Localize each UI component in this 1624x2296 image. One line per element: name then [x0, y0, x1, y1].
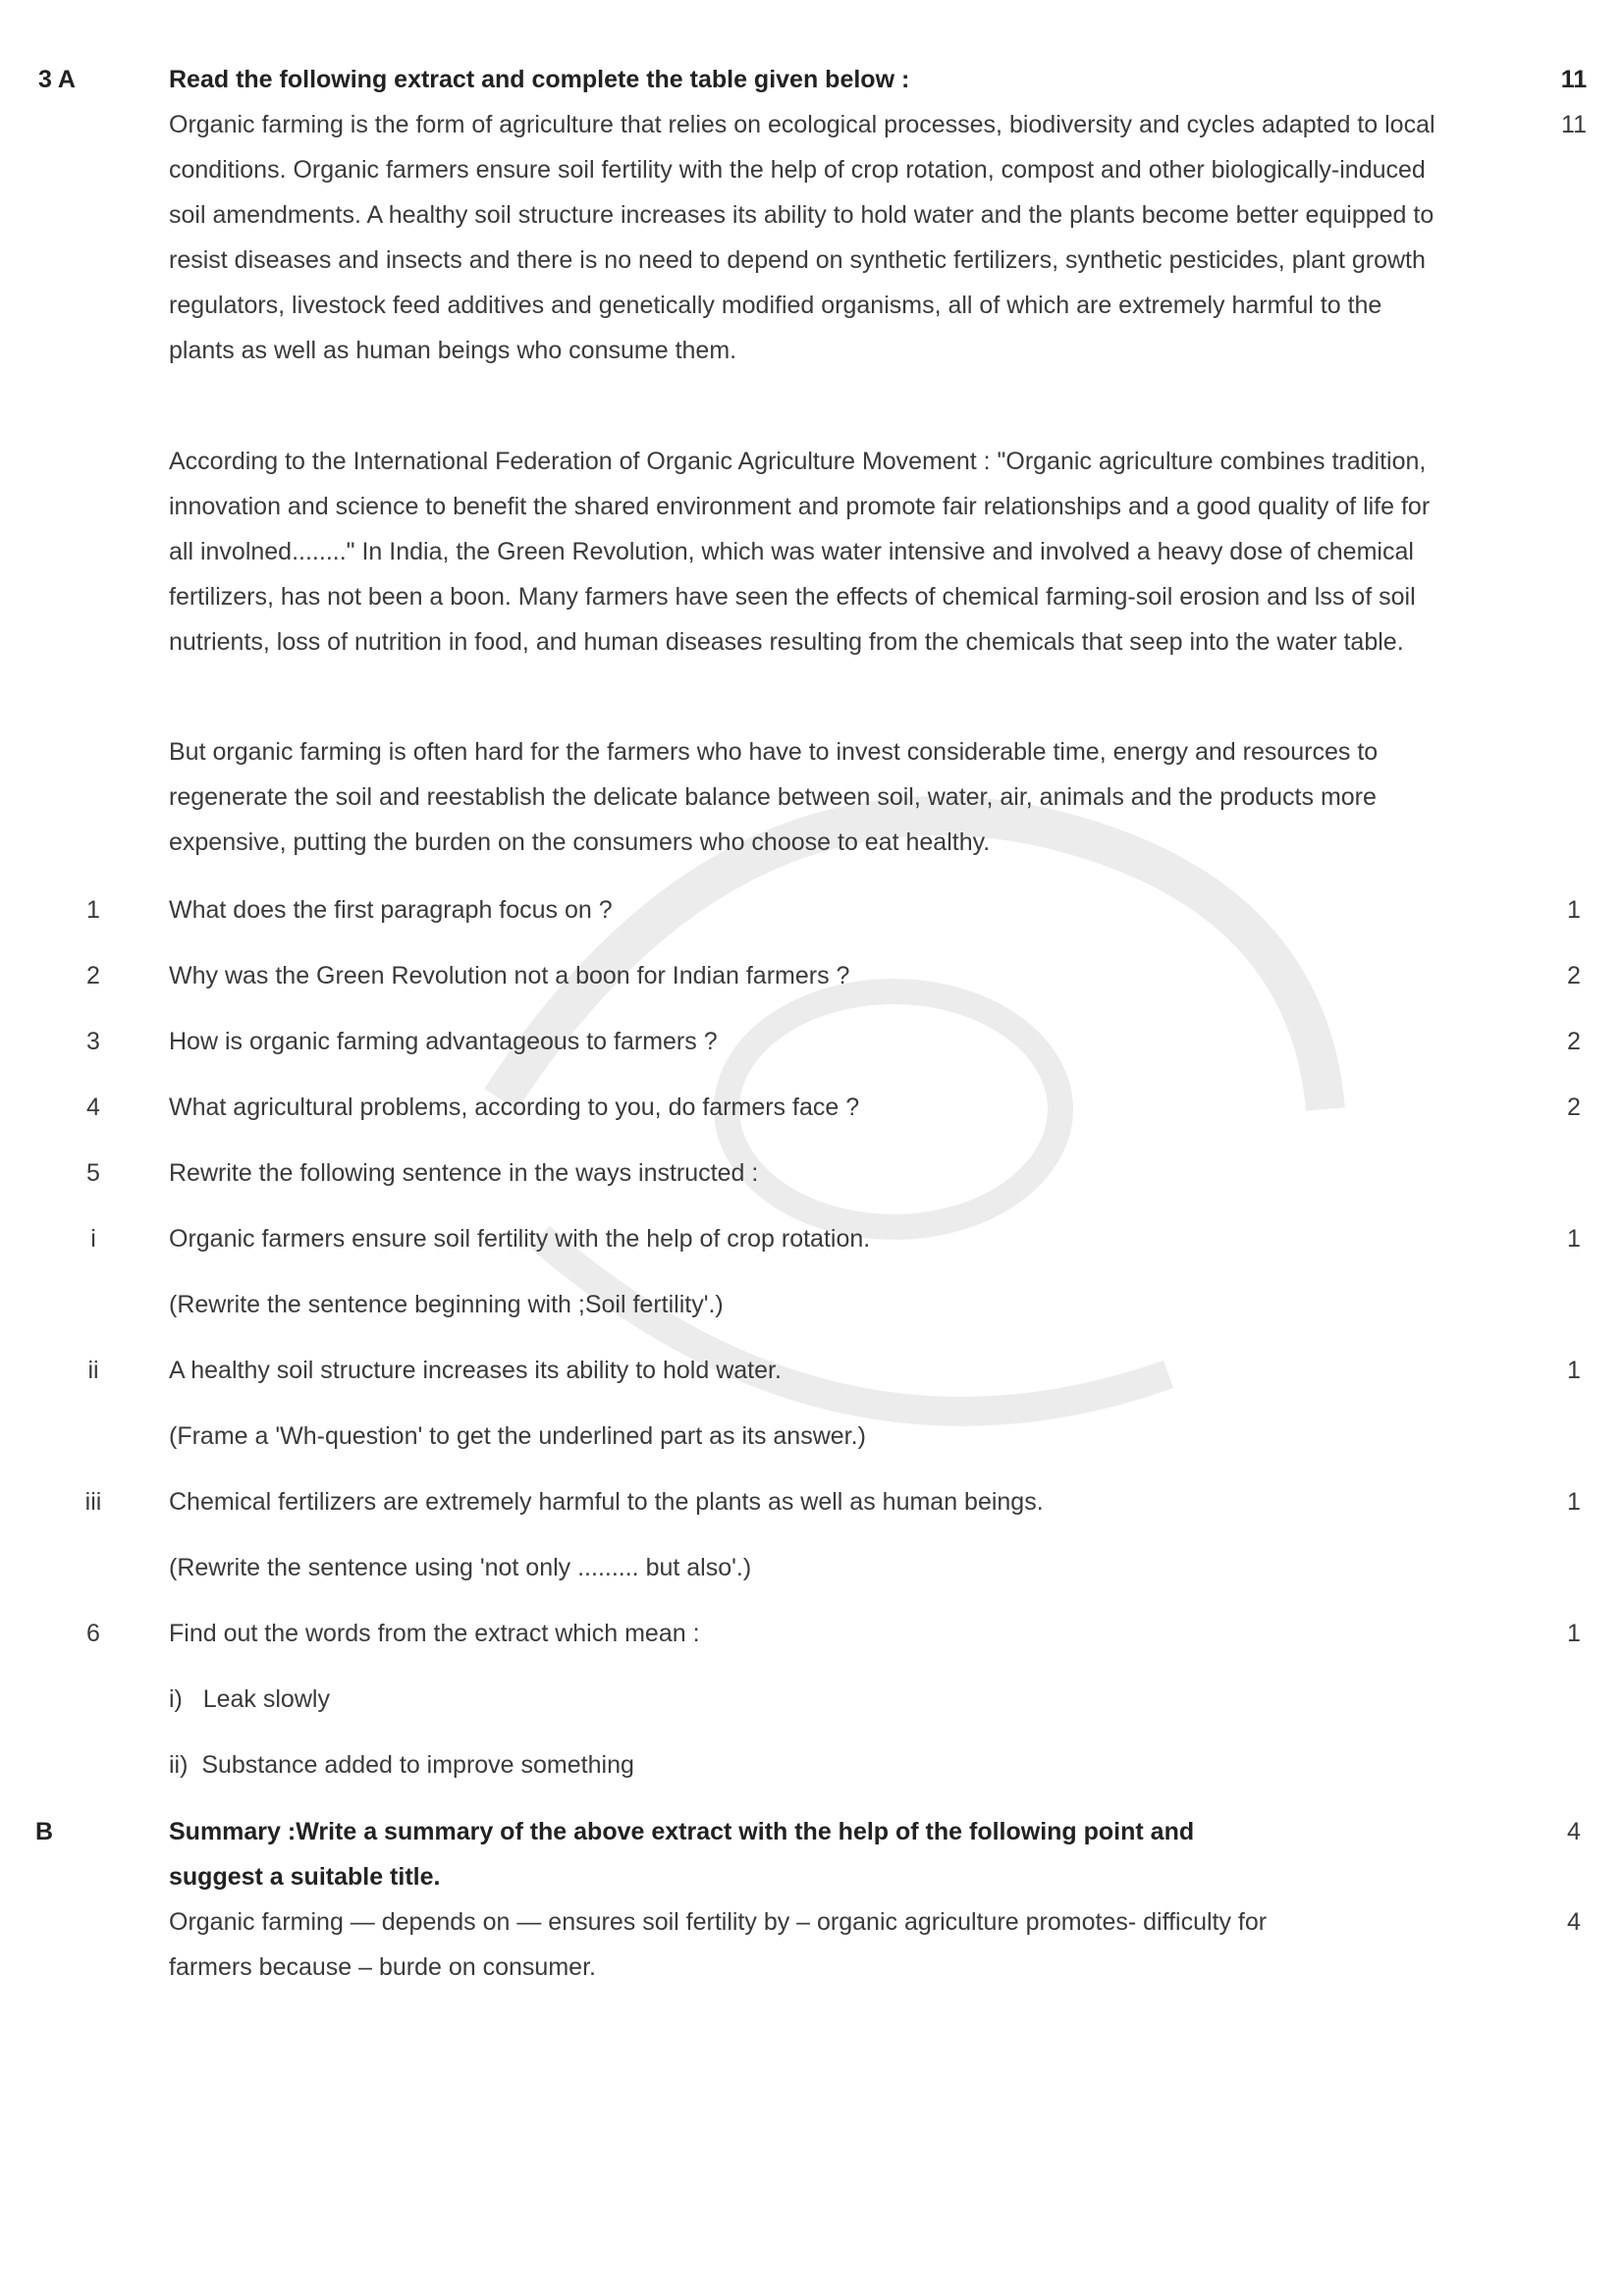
- subquestion-number: 3: [86, 1028, 100, 1055]
- subquestion-marks: 1: [1567, 1357, 1581, 1384]
- passage-paragraph-1: [169, 102, 1445, 373]
- subquestion-marks: 1: [1567, 1488, 1581, 1516]
- subquestion-text: Chemical fertilizers are extremely harmful to the plants as well as human beings.: [169, 1488, 1044, 1516]
- subquestion-text: (Rewrite the sentence beginning with ;Soil fertility'.): [169, 1291, 724, 1318]
- subquestion-text: Why was the Green Revolution not a boon for Indian farmers ?: [169, 962, 850, 989]
- subquestion-text: (Frame a 'Wh-question' to get the underlined part as its answer.): [169, 1422, 866, 1450]
- question-total-marks: 11: [1560, 66, 1588, 93]
- question-instruction: Read the following extract and complete the table given below :: [169, 66, 910, 93]
- section-b-heading-line2: suggest a suitable title.: [169, 1863, 441, 1891]
- question-number: 3 A: [38, 66, 76, 93]
- subquestion-marks: 1: [1567, 1225, 1581, 1253]
- section-b-marks: 4: [1567, 1818, 1581, 1845]
- subquestion-number: i: [90, 1225, 96, 1253]
- subquestion-marks: 1: [1567, 1620, 1581, 1647]
- subquestion-text: How is organic farming advantageous to farmers ?: [169, 1028, 718, 1055]
- subquestion-number: 1: [86, 896, 100, 924]
- section-b-label: B: [34, 1818, 54, 1845]
- subquestion-text: i) Leak slowly: [169, 1685, 330, 1713]
- subquestion-number: 5: [86, 1159, 100, 1187]
- subquestion-marks: 2: [1567, 1094, 1581, 1121]
- question-total-marks-2: 11: [1561, 111, 1587, 138]
- subquestion-marks: 2: [1567, 1028, 1581, 1055]
- passage-paragraph-2: [169, 439, 1445, 665]
- subquestion-number: 4: [86, 1094, 100, 1121]
- subquestion-text: (Rewrite the sentence using 'not only ......... but also'.): [169, 1554, 752, 1581]
- section-b-marks-2: 4: [1567, 1908, 1581, 1936]
- subquestion-text: Find out the words from the extract which mean :: [169, 1620, 700, 1647]
- subquestion-marks: 2: [1567, 962, 1581, 989]
- passage-text-2: According to the International Federation of Organic Agriculture Movement : "Organic agriculture combines tradition, innovation and science to benefit the shared environment and promote fair relationships and a good quality of life for all involned........" In India, the Green Revolution, which was water intensive and involved a heavy dose of chemical fertilizers, has not been a boon. Many farmers have seen the effects of chemical farming-soil erosion and lss of soil nutrients, loss of nutrition in food, and human diseases resulting from the chemicals that seep into the water table.: [169, 448, 1431, 656]
- passage-text-3: But organic farming is often hard for the farmers who have to invest considerable time, energy and resources to regenerate the soil and reestablish the delicate balance between soil, water, air, animals and the products more expensive, putting the burden on the consumers who choose to eat healthy.: [169, 738, 1379, 856]
- passage-text-1: Organic farming is the form of agriculture that relies on ecological processes, biodiversity and cycles adapted to local conditions. Organic farmers ensure soil fertility with the help of crop rotation, compost and other biologically-induced soil amendments. A healthy soil structure increases its ability to hold water and the plants become better equipped to resist diseases and insects and there is no need to depend on synthetic fertilizers, synthetic pesticides, plant growth regulators, livestock feed additives and genetically modified organisms, all of which are extremely harmful to the plants as well as human beings who consume them.: [169, 111, 1435, 364]
- subquestion-text: What does the first paragraph focus on ?: [169, 896, 613, 924]
- subquestion-text: What agricultural problems, according to you, do farmers face ?: [169, 1094, 860, 1121]
- section-b-points-line1: Organic farming — depends on — ensures soil fertility by – organic agriculture promotes- difficulty for: [169, 1908, 1268, 1936]
- subquestion-number: iii: [84, 1488, 102, 1516]
- section-b-heading-line1: Summary :Write a summary of the above extract with the help of the following point and: [169, 1818, 1195, 1845]
- subquestion-text: Organic farmers ensure soil fertility with the help of crop rotation.: [169, 1225, 871, 1253]
- subquestion-number: 2: [86, 962, 100, 989]
- subquestion-text: A healthy soil structure increases its ability to hold water.: [169, 1357, 782, 1384]
- section-b-points-line2: farmers because – burde on consumer.: [169, 1953, 596, 1981]
- passage-paragraph-3: [169, 729, 1445, 865]
- subquestion-marks: 1: [1567, 896, 1581, 924]
- subquestion-number: 6: [86, 1620, 100, 1647]
- subquestion-number: ii: [87, 1357, 99, 1384]
- subquestion-text: Rewrite the following sentence in the ways instructed :: [169, 1159, 759, 1187]
- subquestion-text: ii) Substance added to improve something: [169, 1751, 634, 1779]
